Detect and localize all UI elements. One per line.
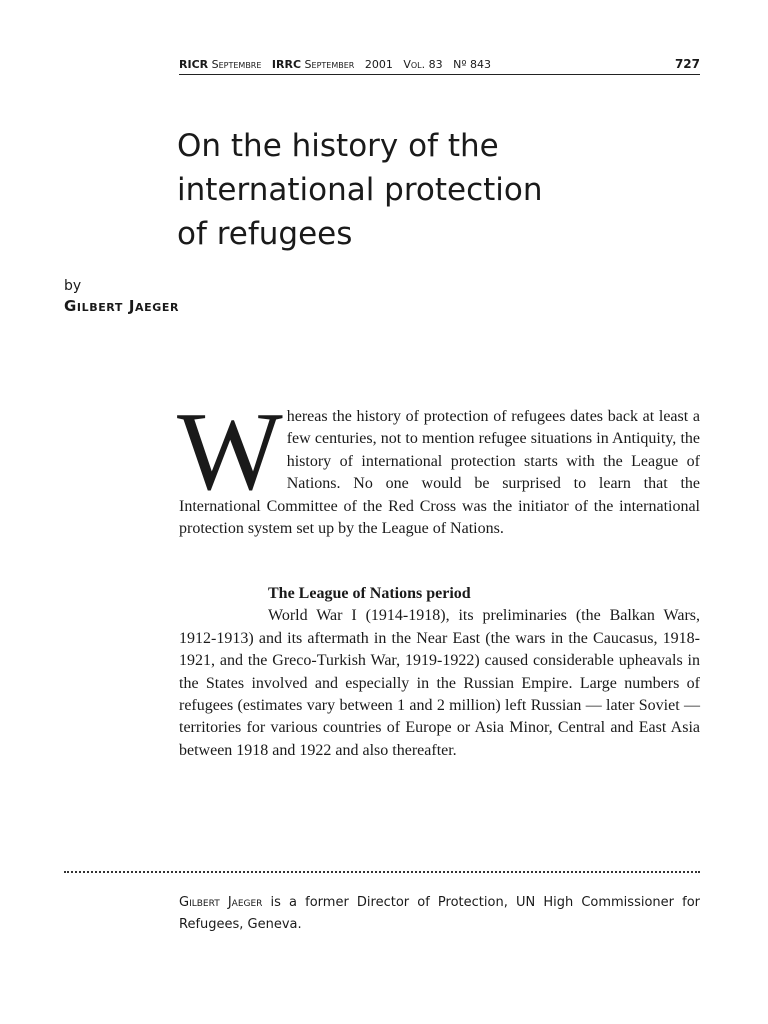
author-name: Gilbert Jaeger <box>64 297 180 315</box>
title-line-2: international protection <box>177 172 543 208</box>
byline <box>64 276 179 316</box>
running-header <box>179 58 700 75</box>
journal-volume: Vol. 83 <box>403 58 443 71</box>
title-line-1: On the history of the <box>177 128 499 164</box>
byline-by: by <box>64 278 82 294</box>
journal-citation <box>179 58 491 71</box>
author-footnote <box>179 892 700 936</box>
section-league-of-nations <box>179 583 700 762</box>
footnote-text: is a former Director of Protection, UN High Commissioner for Refugees, Geneva. <box>179 895 700 932</box>
section-heading: The League of Nations period <box>268 585 471 602</box>
journal-abbrev-en: IRRC <box>271 58 302 71</box>
intro-paragraph <box>177 390 700 540</box>
footnote-divider <box>64 871 700 873</box>
journal-year: 2001 <box>364 58 393 71</box>
intro-text: hereas the history of protection of refugees dates back at least a few centuries, not to mention refugee situations in Antiquity, the history of international protection starts with the League of Nations. No one would be surprised to learn that the International Committee of the Red Cross was the initiator of the international protection system set up by the League of Nations. <box>179 408 700 538</box>
journal-number: Nº 843 <box>453 58 492 71</box>
section-paragraph: World War I (1914-1918), its preliminaries (the Balkan Wars, 1912-1913) and its aftermath in the Near East (the wars in the Caucasus, 1918-1921, and the Greco-Turkish War, 1919-1922) caused considerable upheavals in the States involved and especially in the Russian Empire. Large numbers of refugees (estimates vary between 1 and 2 million) left Russian — later Soviet — territories for various countries of Europe or Asia Minor, Central and East Asia between 1918 and 1922 and also thereafter. <box>179 607 700 759</box>
journal-month-en: September <box>304 58 355 71</box>
drop-cap: W <box>177 390 283 514</box>
journal-abbrev-fr: RICR <box>179 58 209 71</box>
journal-month-fr: Septembre <box>211 58 262 71</box>
article-title <box>177 124 697 256</box>
footnote-author: Gilbert Jaeger <box>179 895 263 910</box>
title-line-3: of refugees <box>177 216 353 252</box>
page-number: 727 <box>674 57 700 71</box>
